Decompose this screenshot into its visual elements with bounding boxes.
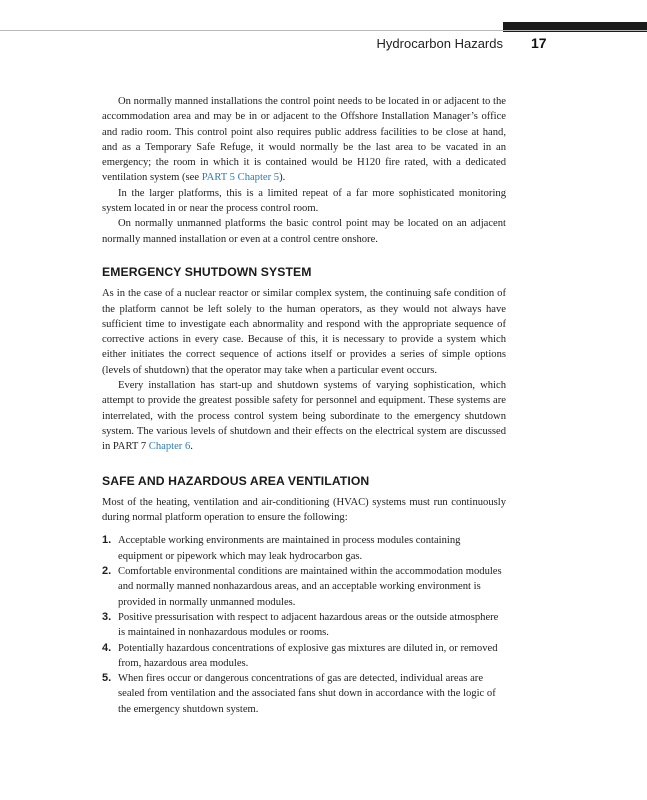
paragraph-text-end: ). xyxy=(279,172,286,184)
list-item xyxy=(102,610,506,641)
page-body xyxy=(102,94,506,717)
list-item xyxy=(102,564,506,610)
paragraph-text: On normally manned installations the control point needs to be located in or adjacent to the accommodation area and may be in or adjacent to the Offshore Installation Manager’s office and radio room. This control point also requires public address facilities to be close at hand, and as a Temporary Safe Refuge, it would normally be the last area to be vacated in an emergency; the room in which it is contained would be H120 fire rated, with a dedicated ventilation system (see xyxy=(102,96,506,184)
cross-reference-link[interactable]: Chapter 6 xyxy=(148,441,191,453)
list-item-text: Potentially hazardous concentrations of explosive gas mixtures are diluted in, or removed from, hazardous area modules. xyxy=(118,642,498,669)
list-number: 4. xyxy=(102,641,112,654)
paragraph xyxy=(102,378,506,454)
paragraph xyxy=(102,94,506,186)
header-rule xyxy=(0,30,647,31)
list-number: 3. xyxy=(102,610,112,623)
list-number: 1. xyxy=(102,534,112,547)
paragraph: In the larger platforms, this is a limited repeat of a far more sophisticated monitoring system located in or near the process control room. xyxy=(102,187,506,215)
list-item-text: Positive pressurisation with respect to adjacent hazardous areas or the outside atmosphere is maintained in nonhazardous modules or rooms. xyxy=(118,611,499,639)
running-title: Hydrocarbon Hazards xyxy=(376,36,503,51)
paragraph: As in the case of a nuclear reactor or similar complex system, the continuing safe condition of the platform cannot be left solely to the human operators, as they would not always have sufficient time to investigate each abnormality and respond with the appropriate sequence of corrective actions in every case. Because of this, it is necessary to provide a system which either initiates the correct sequence of actions itself or provides a series of simple options (levels of shutdown) that the operator may take when a particular event occurs. xyxy=(102,288,506,376)
list-number: 2. xyxy=(102,565,112,578)
list-item xyxy=(102,671,506,717)
list-item-text: When fires occur or dangerous concentrations of gas are detected, individual areas are sealed from ventilation and the associated fans shut down in accordance with the logic of the emergency shutdown system. xyxy=(118,673,496,715)
list-item xyxy=(102,641,506,672)
section-heading: SAFE AND HAZARDOUS AREA VENTILATION xyxy=(102,473,370,488)
section-heading: EMERGENCY SHUTDOWN SYSTEM xyxy=(102,264,312,279)
page-number: 17 xyxy=(531,35,547,51)
paragraph: On normally unmanned platforms the basic control point may be located on an adjacent normally manned installation or even at a control centre onshore. xyxy=(102,218,506,245)
numbered-list xyxy=(102,533,506,717)
paragraph: Most of the heating, ventilation and air-conditioning (HVAC) systems must run continuously during normal platform operation to ensure the following: xyxy=(102,496,506,524)
list-item xyxy=(102,533,506,564)
paragraph-text: Every installation has start-up and shutdown systems of varying sophistication, which attempt to provide the greatest possible safety for personnel and equipment. These systems are interrelated, with the process control system being subordinate to the emergency shutdown system. The various levels of shutdown and their effects on the electrical system are discussed in PART 7 xyxy=(102,380,506,453)
list-item-text: Acceptable working environments are maintained in process modules containing equipment or pipework which may leak hydrocarbon gas. xyxy=(118,535,461,562)
cross-reference-link[interactable]: PART 5 Chapter 5 xyxy=(201,172,280,184)
paragraph-text-end: . xyxy=(190,441,193,453)
list-item-text: Comfortable environmental conditions are maintained within the accommodation modules and normally manned nonhazardous areas, and an acceptable working environment is provided in normally unmanned modules. xyxy=(118,566,502,608)
list-number: 5. xyxy=(102,672,112,685)
